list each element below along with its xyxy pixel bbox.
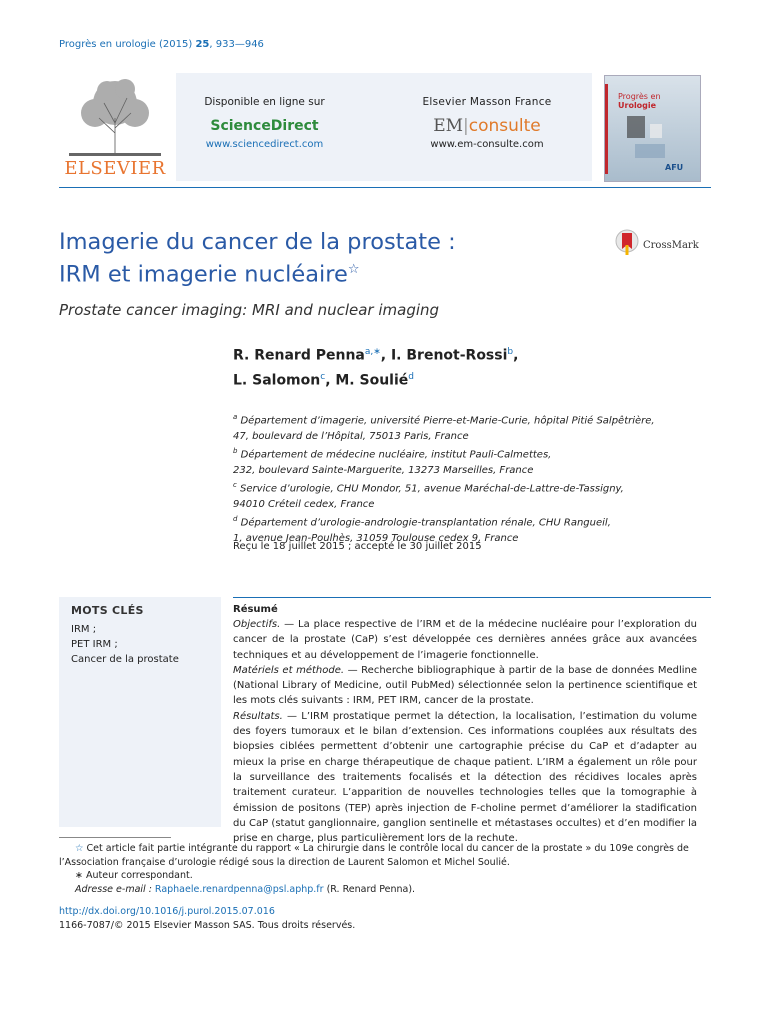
author-affiliation-link[interactable]: b: [507, 347, 514, 357]
author-affiliation-link[interactable]: c: [320, 371, 326, 382]
author-name: R. Renard Penna: [233, 347, 365, 364]
author-affiliation-link[interactable]: d: [408, 371, 414, 382]
affiliation-line: 1, avenue Jean-Poulhès, 31059 Toulouse cedex 9, France: [233, 533, 519, 545]
affiliation-line: $^a$ Département d’imagerie, université Pierre-et-Marie-Curie, hôpital Pitié Salpêtrière,: [233, 413, 655, 427]
footnote-divider: [59, 837, 171, 838]
affiliation-line: 94010 Créteil cedex, France: [233, 499, 375, 511]
abstract-objectives: Objectifs. — La place respective de l’IRM et de la médecine nucléaire pour l’exploration du cancer de la prostate (CaP) s’est développée ces dernières années grâce aux avancées techniques et au développement de l’imagerie fonctionnelle.: [233, 619, 697, 661]
email-link[interactable]: Raphaele.renardpenna@psl.aphp.fr: [154, 883, 324, 895]
footnote-email: Adresse e-mail : Raphaele.renardpenna@psl.aphp.fr (R. Renard Penna).: [75, 883, 416, 895]
abstract-methods: Matériels et méthode. — Recherche bibliographique à partir de la base de données Medline (National Library of Medicine, outil PubMed) sélectionnée selon la pertinence scientifique et les mots clés suivants : IRM, PET IRM, cancer de la prostate.: [233, 664, 697, 707]
author-name: L. Salomon: [233, 372, 321, 389]
abstract-heading: Résumé: [233, 604, 278, 615]
title-footnote-star[interactable]: ☆: [347, 262, 360, 277]
crossmark-label[interactable]: CrossMark: [643, 240, 699, 251]
sciencedirect-link[interactable]: www.sciencedirect.com: [205, 139, 324, 150]
keywords-heading: MOTS CLÉS: [71, 604, 144, 617]
received-dates: Reçu le 18 juillet 2015 ; accepté le 30 juillet 2015: [233, 541, 482, 552]
article-title: Imagerie du cancer de la prostate : IRM et imagerie nucléaire☆: [59, 229, 456, 288]
keyword-item: IRM ;: [71, 624, 97, 635]
abstract-body: [233, 617, 697, 846]
author-affiliation-link[interactable]: a,∗: [364, 347, 381, 357]
em-consulte-logo[interactable]: EM|consulte: [433, 116, 541, 136]
affiliation-line: 232, boulevard Sainte-Marguerite, 13273 Marseilles, France: [233, 464, 534, 476]
sciencedirect-label: Disponible en ligne sur: [204, 96, 325, 108]
cover-afu-logo: AFU: [665, 163, 684, 172]
affiliation-line: $^b$ Département de médecine nucléaire, institut Pauli-Calmettes,: [233, 447, 552, 461]
affiliation-line: 47, boulevard de l’Hôpital, 75013 Paris, France: [233, 430, 469, 442]
elsevier-wordmark: ELSEVIER: [64, 158, 166, 179]
keyword-item: PET IRM ;: [71, 639, 118, 650]
sciencedirect-logo[interactable]: ScienceDirect: [210, 118, 319, 134]
footnote-star: ☆ Cet article fait partie intégrante du rapport « La chirurgie dans le contrôle local du cancer de la prostate » du 109e congrès de l’Association française d’urologie rédigé sous la direction de Laurent Salomon et Michel Soulié.: [59, 843, 689, 868]
em-consulte-link[interactable]: www.em-consulte.com: [430, 139, 544, 150]
keywords-list: [71, 622, 179, 667]
cover-title: Progrès en Urologie: [618, 92, 661, 110]
doi-link[interactable]: http://dx.doi.org/10.1016/j.purol.2015.07.016: [59, 906, 275, 917]
header-divider: [59, 187, 711, 188]
footnote-corresponding: ∗ Auteur correspondant.: [75, 870, 193, 881]
affiliation-line: $^d$ Département d’urologie-andrologie-transplantation rénale, CHU Rangueil,: [233, 515, 611, 529]
author-name: , M. Soulié: [325, 372, 409, 389]
author-list: R. Renard Penna$^{a,∗}$, I. Brenot-Rossi$^b$, L. Salomon$^c$, M. Soulié$^d$: [233, 347, 519, 389]
keyword-item: Cancer de la prostate: [71, 654, 179, 665]
journal-reference[interactable]: Progrès en urologie (2015) 25, 933—946: [59, 39, 264, 50]
em-consulte-label: Elsevier Masson France: [422, 96, 552, 108]
affiliations: [233, 410, 713, 547]
author-name: , I. Brenot-Rossi: [380, 347, 508, 364]
copyright-line: 1166-7087/© 2015 Elsevier Masson SAS. Tous droits réservés.: [59, 920, 356, 931]
crossmark-icon[interactable]: [615, 229, 639, 257]
article-subtitle-english: Prostate cancer imaging: MRI and nuclear imaging: [59, 301, 440, 319]
abstract-results: Résultats. — L’IRM prostatique permet la détection, la localisation, l’estimation du volume des foyers tumoraux et le bilan d’extension. Ces informations couplées aux résultats des biopsies ciblées permettent d’obtenir une cartographie précise du CaP et d’adapter au mieux la prise en charge thérapeutique de chaque patient. L’IRM a également un rôle pour la surveillance des traitements focalisés et la détection des récidives locales après traitement curateur. L’apparition de nouvelles technologies telles que la tomographie à émission de positons (TEP) après injection de F-choline permet d’améliorer la stadification du CaP (statut ganglionnaire, ganglion sentinelle et métastases occultes) et d’en modifier la prise en charge, plus particulièrement lors de la rechute.: [233, 710, 697, 845]
affiliation-line: $^c$ Service d’urologie, CHU Mondor, 51, avenue Maréchal-de-Lattre-de-Tassigny,: [233, 481, 624, 495]
footnotes: [59, 842, 711, 896]
footnote-star-icon: ☆: [75, 843, 84, 854]
abstract-divider: [233, 597, 711, 598]
